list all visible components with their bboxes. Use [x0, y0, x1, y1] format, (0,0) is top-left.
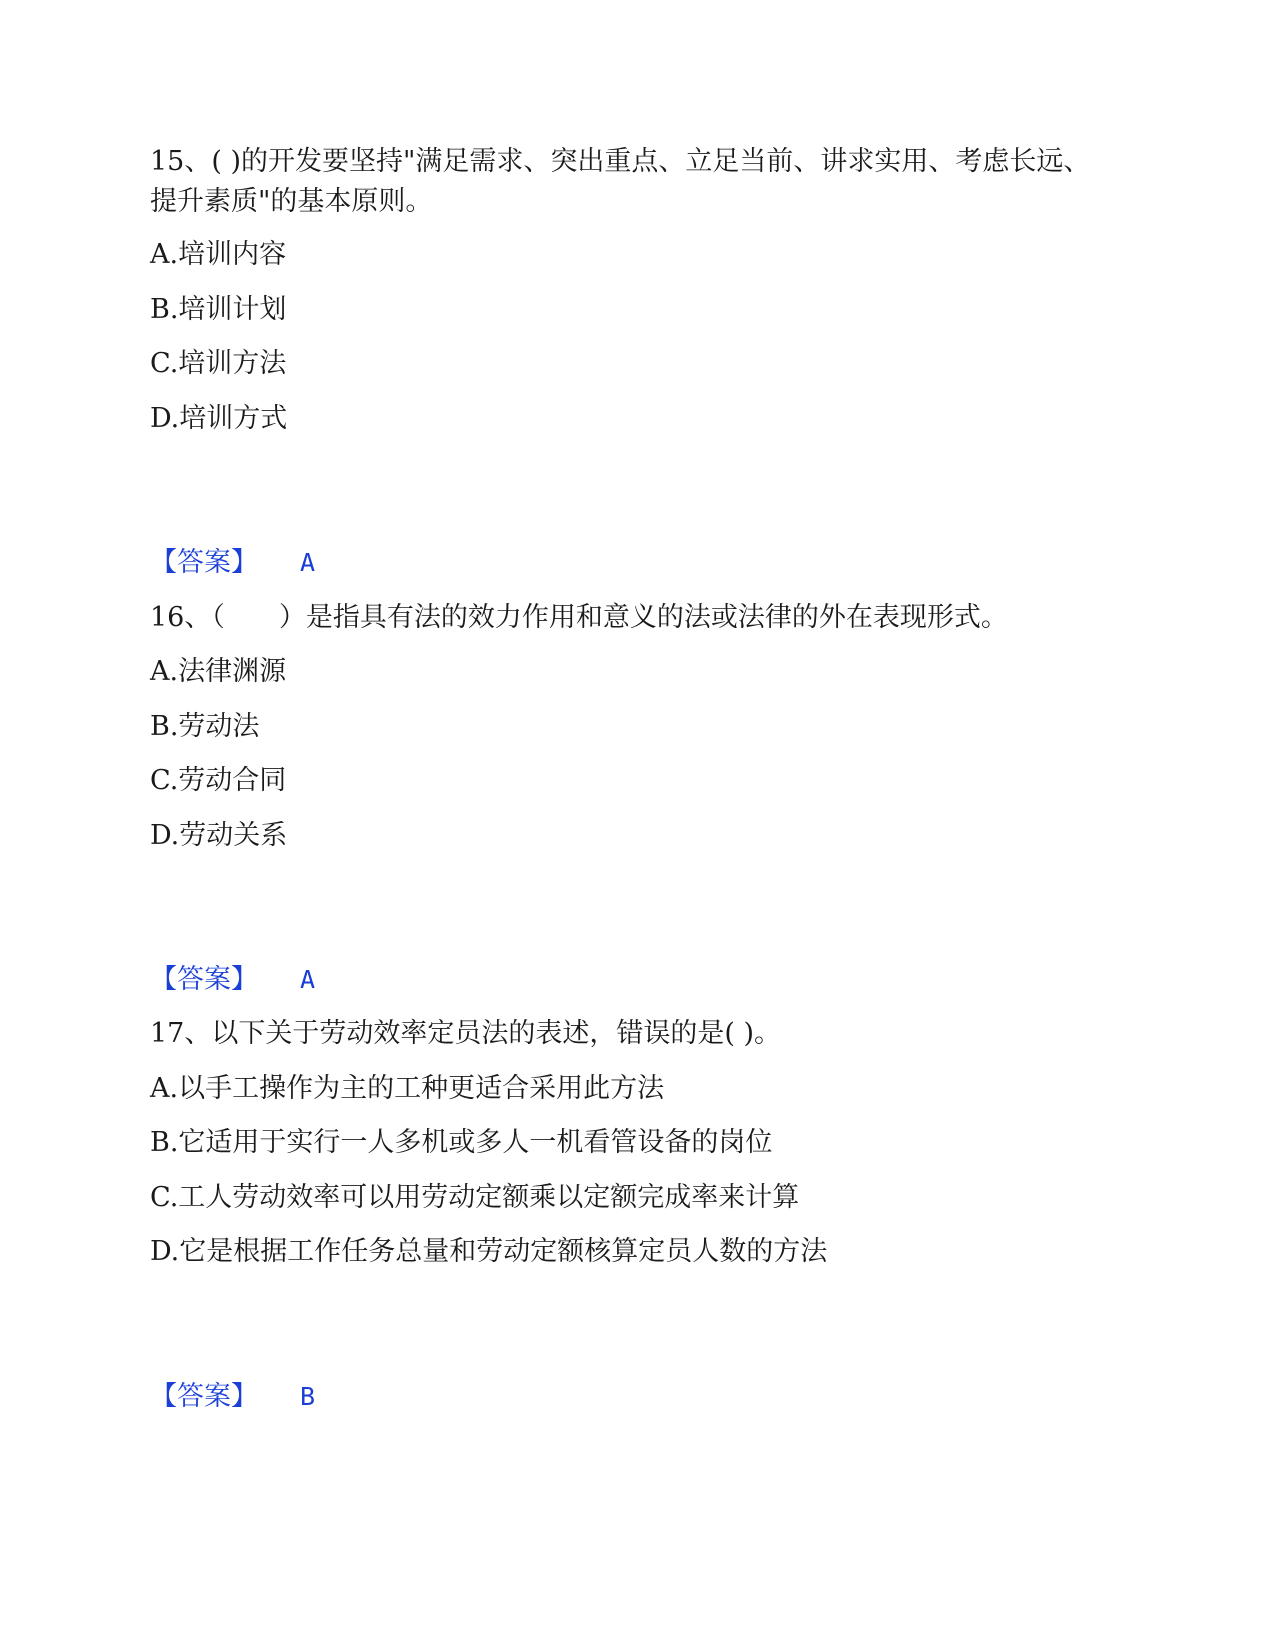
question-17-stem: 17、以下关于劳动效率定员法的表述，错误的是( )。	[150, 1018, 782, 1049]
question-16-stem: 16、（ ）是指具有法的效力作用和意义的法或法律的外在表现形式。	[150, 602, 1008, 633]
answer-label: 【答案】	[150, 964, 258, 995]
question-16-option-c: C.劳动合同	[150, 765, 287, 796]
answer-label: 【答案】	[150, 1381, 258, 1412]
question-16-option-a: A.法律渊源	[150, 656, 287, 687]
question-15-option-d: D.培训方式	[150, 403, 288, 434]
question-15-answer	[150, 543, 315, 583]
question-17-option-b: B.它适用于实行一人多机或多人一机看管设备的岗位	[150, 1127, 773, 1158]
question-17-option-a: A.以手工操作为主的工种更适合采用此方法	[150, 1073, 665, 1104]
question-17-option-c: C.工人劳动效率可以用劳动定额乘以定额完成率来计算	[150, 1182, 800, 1213]
question-16-answer	[150, 960, 315, 1000]
question-17-option-d: D.它是根据工作任务总量和劳动定额核算定员人数的方法	[150, 1236, 828, 1267]
question-17-answer	[150, 1377, 315, 1417]
answer-value: A	[300, 965, 316, 994]
question-15-option-a: A.培训内容	[150, 239, 287, 270]
answer-label: 【答案】	[150, 547, 258, 578]
answer-value: A	[300, 548, 316, 577]
question-15-stem: 15、( )的开发要坚持"满足需求、突出重点、立足当前、讲求实用、考虑长远、提升素质"的基本原则。	[150, 146, 1091, 217]
question-15-option-c: C.培训方法	[150, 348, 287, 379]
question-15-option-b: B.培训计划	[150, 294, 287, 325]
answer-value: B	[300, 1382, 316, 1411]
question-16-option-d: D.劳动关系	[150, 820, 288, 851]
question-16-option-b: B.劳动法	[150, 711, 260, 742]
